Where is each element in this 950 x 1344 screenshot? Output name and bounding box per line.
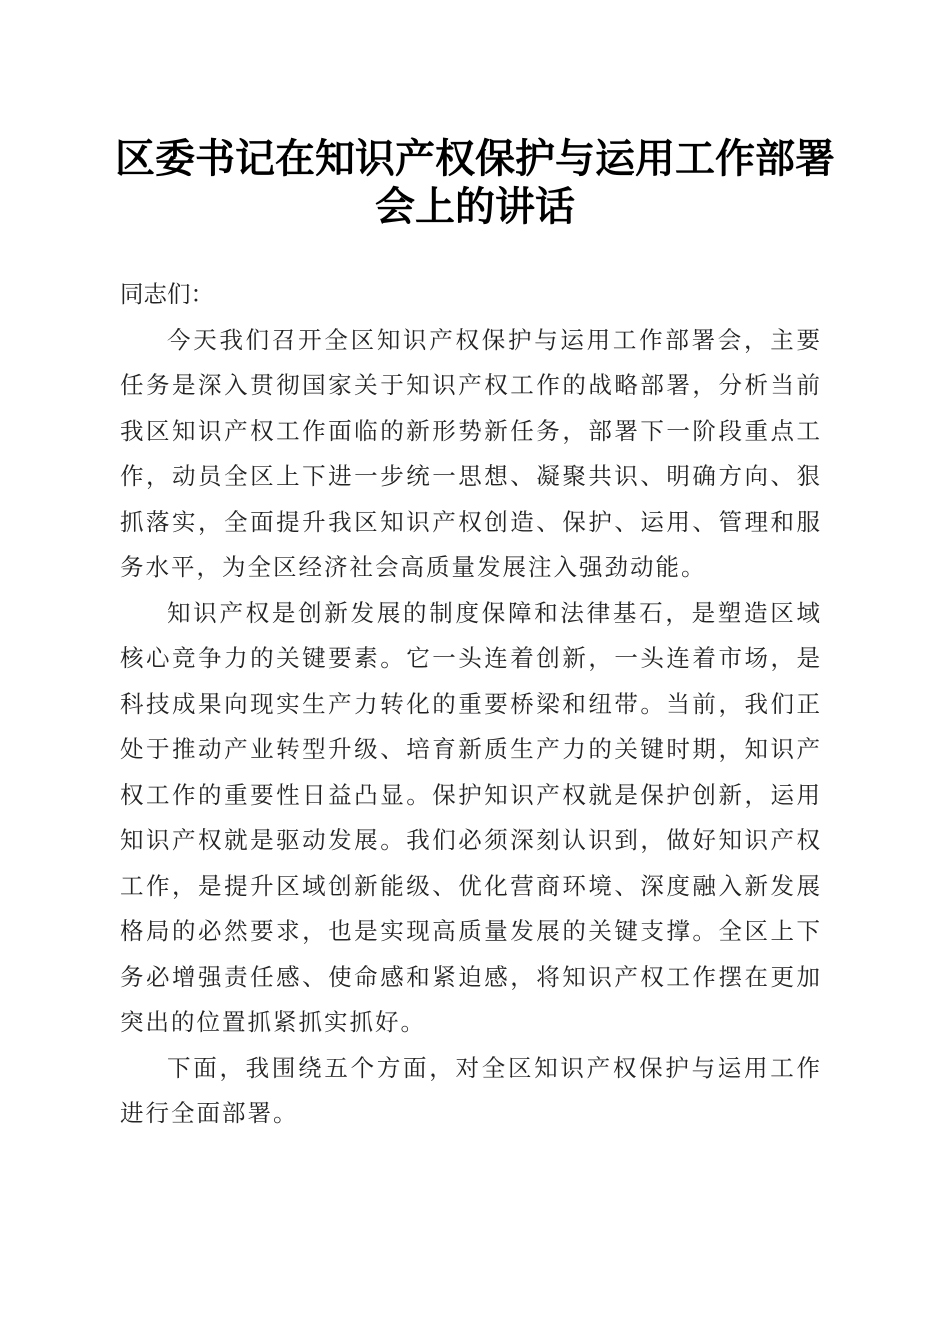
paragraph-transition: 下面，我围绕五个方面，对全区知识产权保护与运用工作进行全面部署。 (120, 1053, 822, 1127)
paragraph-significance: 知识产权是创新发展的制度保障和法律基石，是塑造区域核心竞争力的关键要素。它一头连着创新，一头连着市场，是科技成果向现实生产力转化的重要桥梁和纽带。当前，我们正处于推动产业转型升级、培育新质生产力的关键时期，知识产权工作的重要性日益凸显。保护知识产权就是保护创新，运用知识产权就是驱动发展。我们必须深刻认识到，做好知识产权工作，是提升区域创新能级、优化营商环境、深度融入新发展格局的必然要求，也是实现高质量发展的关键支撑。全区上下务必增强责任感、使命感和紧迫感，将知识产权工作摆在更加突出的位置抓紧抓实抓好。 (120, 598, 822, 1036)
document-body (120, 272, 822, 1137)
document-title: 区委书记在知识产权保护与运用工作部署会上的讲话 (115, 135, 835, 230)
paragraph-opening: 今天我们召开全区知识产权保护与运用工作部署会，主要任务是深入贯彻国家关于知识产权工作的战略部署，分析当前我区知识产权工作面临的新形势新任务，部署下一阶段重点工作，动员全区上下进一步统一思想、凝聚共识、明确方向、狠抓落实，全面提升我区知识产权创造、保护、运用、管理和服务水平，为全区经济社会高质量发展注入强劲动能。 (120, 325, 822, 581)
salutation: 同志们： (120, 280, 214, 308)
